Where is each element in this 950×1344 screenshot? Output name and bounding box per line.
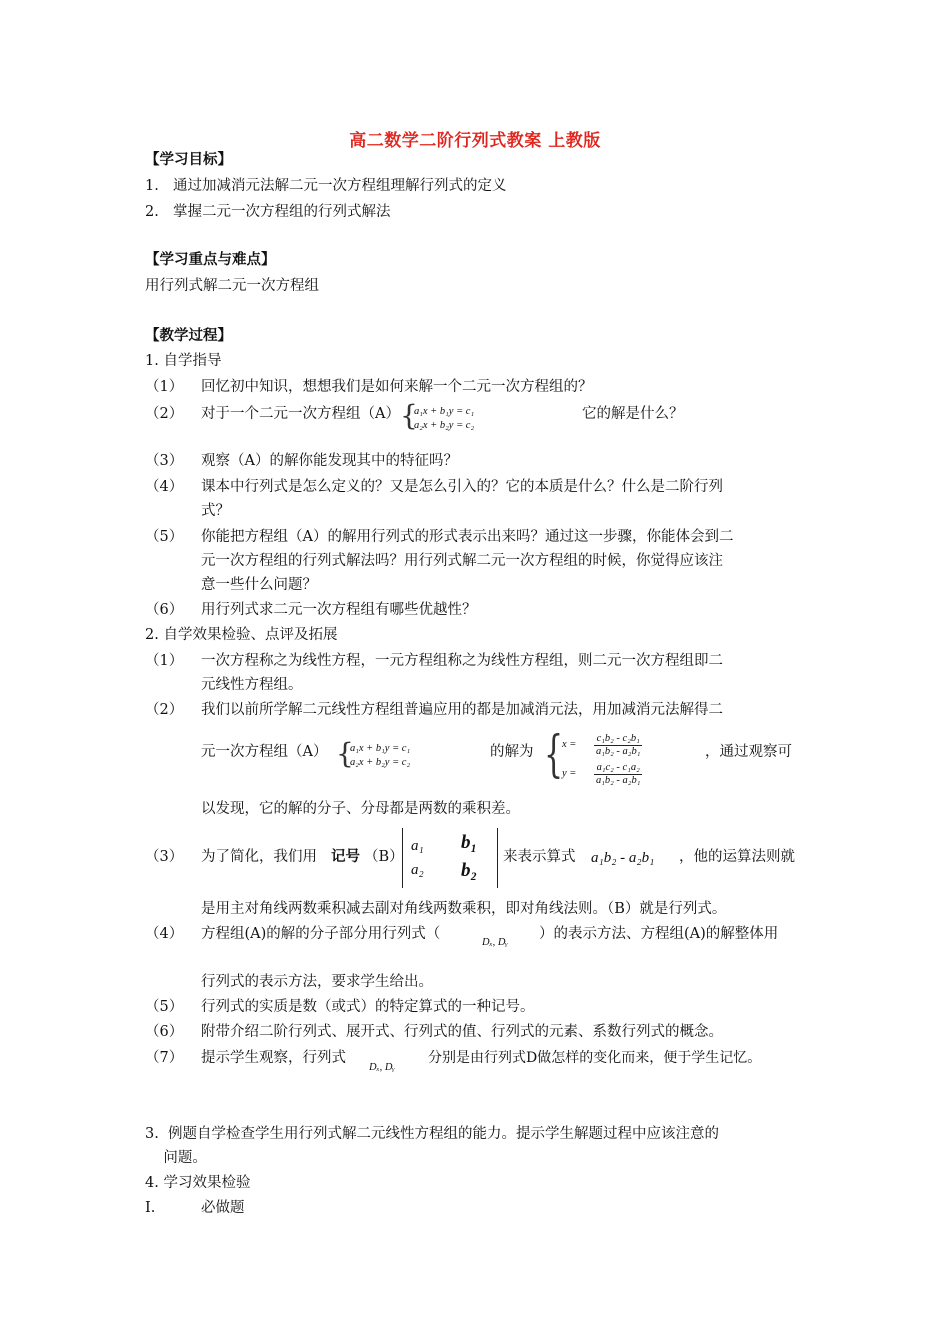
sol-x-den: a₁b₂ - a₂b₁ (596, 746, 641, 757)
goal-item-2-text: 掌握二元一次方程组的行列式解法 (173, 204, 391, 220)
process-heading: 【教学过程】 (145, 328, 232, 344)
sol-x-lhs: x = (562, 739, 577, 750)
p2-item1-line1: 一次方程称之为线性方程，一元方程组称之为线性方程组，则二元一次方程组即二 (201, 653, 723, 669)
determinant-b (402, 828, 498, 888)
p2-item3-line2: 是用主对角线两数乘积减去副对角线两数乘积，即对角线法则。（B）就是行列式。 (201, 901, 727, 917)
p1-item4-line2: 式？ (201, 503, 230, 519)
p2-item3-num: （3） (145, 849, 184, 865)
det-a2: a₂ (411, 862, 424, 878)
p2-item2-line1: 我们以前所学解二元线性方程组普遍应用的都是加减消元法，用加减消元法解得二 (201, 702, 723, 718)
sol-y-lhs: y = (562, 768, 577, 779)
sol-y-frac (594, 762, 642, 787)
goals-heading: 【学习目标】 (145, 152, 232, 168)
p1-item6-num: （6） (145, 602, 184, 618)
p2-item5-num: （5） (145, 999, 184, 1015)
p1-item1-num: （1） (145, 379, 184, 395)
p2-item2-line2c: ，通过观察可 (705, 744, 792, 760)
p2-item7-text-b: 分别是由行列式D做怎样的变化而来，便于学生记忆。 (428, 1050, 762, 1066)
p2-item2-num: （2） (145, 702, 184, 718)
system2-eq1: a₁x + b₁y = c₁ (350, 743, 411, 754)
part3-line2: 问题。 (145, 1150, 207, 1166)
p2-item5-text: 行列式的实质是数（或式）的特定算式的一种记号。 (201, 999, 535, 1015)
p1-item3-num: （3） (145, 453, 184, 469)
det-b1: b₁ (461, 832, 478, 853)
det-a1: a₁ (411, 838, 424, 854)
focus-heading: 【学习重点与难点】 (145, 252, 276, 268)
part1-label: 1. 自学指导 (145, 353, 222, 369)
p1-item2-num: （2） (145, 406, 184, 422)
p2-item1-line2: 元线性方程组。 (201, 677, 303, 693)
p2-item4-line2: 行列式的表示方法，要求学生给出。 (201, 974, 433, 990)
p2-item6-num: （6） (145, 1024, 184, 1040)
sol-x-num: c₁b₂ - c₂b₁ (594, 733, 642, 746)
system-eq2: a₂x + b₂y = c₂ (414, 420, 475, 431)
p2-item4-text-a: 方程组(A)的解的分子部分用行列式（ (201, 926, 441, 942)
p2-item7-num: （7） (145, 1050, 184, 1066)
p2-item1-num: （1） (145, 653, 184, 669)
p2-item4-text-b: ）的表示方法、方程组(A)的解整体用 (539, 926, 779, 942)
sol-y-num: a₁c₂ - c₁a₂ (594, 762, 642, 775)
p1-item4-num: （4） (145, 479, 184, 495)
solution-brace: { (544, 725, 564, 783)
p1-item6-text: 用行列式求二元一次方程组有哪些优越性？ (201, 602, 477, 618)
p1-item2-text-before: 对于一个二元一次方程组（A） (201, 406, 400, 422)
part3-line1: 3. 例题自学检查学生用行列式解二元线性方程组的能力。提示学生解题过程中应该注意的 (145, 1126, 720, 1142)
p2-item3-text-bold: 记号 (331, 848, 360, 865)
det-b2: b₂ (461, 860, 478, 881)
p1-item2-text-after: 它的解是什么？ (582, 406, 684, 422)
p1-item5-line1: 你能把方程组（A）的解用行列式的形式表示出来吗？通过这一步骤，你能体会到二 (201, 529, 734, 545)
dx-dy-1: Dₓ, Dᵧ (482, 937, 508, 948)
part5-num: I. (145, 1200, 156, 1216)
part2-label: 2. 自学效果检验、点评及拓展 (145, 627, 338, 643)
part4-label: 4. 学习效果检验 (145, 1175, 251, 1191)
p1-item1-text: 回忆初中知识，想想我们是如何来解一个二元一次方程组的？ (201, 379, 593, 395)
p2-item7-text-a: 提示学生观察，行列式 (201, 1050, 346, 1066)
page-title: 高二数学二阶行列式教案 上教版 (349, 131, 601, 151)
p2-item3-text-c: 来表示算式 (503, 849, 576, 865)
p1-item3-text: 观察（A）的解你能发现其中的特征吗？ (201, 453, 458, 469)
part5-text: 必做题 (201, 1200, 245, 1216)
system-eq1: a₁x + b₁y = c₁ (414, 406, 475, 417)
p1-item5-num: （5） (145, 529, 184, 545)
p2-item3-text-d: ，他的运算法则就 (679, 849, 795, 865)
p2-item3-text-b: （B） (364, 849, 404, 865)
p2-item6-text: 附带介绍二阶行列式、展开式、行列式的值、行列式的元素、系数行列式的概念。 (201, 1024, 723, 1040)
system2-eq2: a₂x + b₂y = c₂ (350, 757, 411, 768)
p2-item2-line2b: 的解为 (490, 744, 534, 760)
goal-item-1-text: 通过加减消元法解二元一次方程组理解行列式的定义 (173, 178, 507, 194)
p1-item5-line2: 元一次方程组的行列式解法吗？用行列式解二元一次方程组的时候，你觉得应该注 (201, 553, 723, 569)
p2-item2-line3: 以发现，它的解的分子、分母都是两数的乘积差。 (201, 801, 520, 817)
dx-dy-2: Dₓ, Dᵧ (369, 1062, 395, 1073)
system-brace: { (400, 399, 418, 432)
focus-text: 用行列式解二元一次方程组 (145, 278, 319, 294)
p1-item5-line3: 意一些什么问题？ (201, 577, 317, 593)
p2-item2-line2a: 元一次方程组（A） (201, 744, 328, 760)
system-brace-2: { (336, 737, 354, 770)
goal-item-1-num: 1. (145, 178, 159, 194)
p2-item3-text-a: 为了简化，我们用 (201, 849, 317, 865)
expr-a1b2-a2b1: a₁b₂ - a₂b₁ (591, 850, 655, 866)
p2-item4-num: （4） (145, 926, 184, 942)
goal-item-2-num: 2. (145, 204, 159, 220)
p1-item4-line1: 课本中行列式是怎么定义的？又是怎么引入的？它的本质是什么？什么是二阶行列 (201, 479, 723, 495)
sol-x-frac (594, 733, 642, 758)
sol-y-den: a₁b₂ - a₂b₁ (596, 775, 641, 786)
